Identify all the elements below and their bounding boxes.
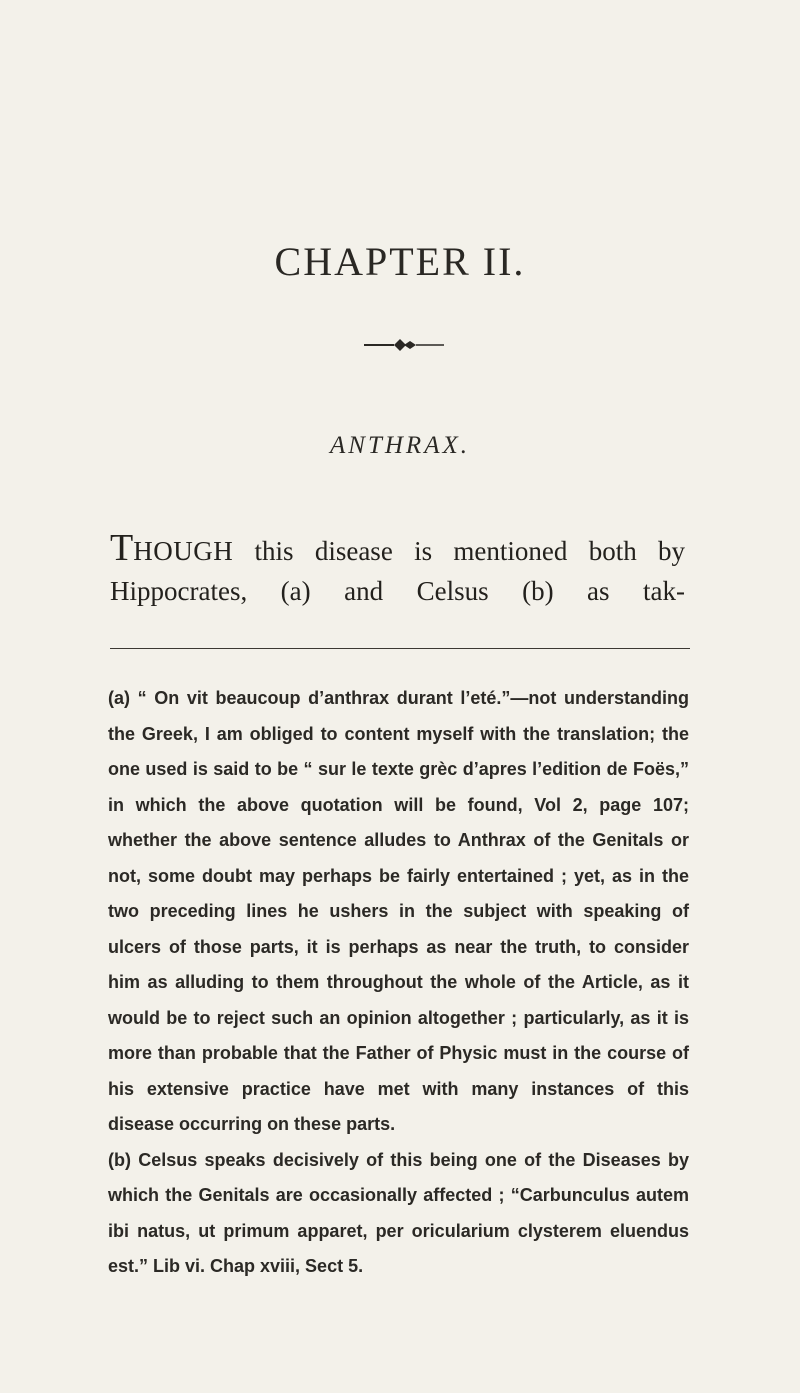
section-title: ANTHRAX. <box>330 432 470 459</box>
paragraph-text: this disease is mentioned both by Hippocrates, (a) and Celsus (b) as tak- <box>110 536 685 606</box>
small-caps-word: HOUGH <box>133 536 234 566</box>
chapter-heading: CHAPTER II. <box>274 239 526 284</box>
footnote-a: (a) “ On vit beaucoup d’anthrax durant l’eté.”—not understanding the Greek, I am obliged to content myself with the translation; the one used is said to be “ sur le texte grèc d’apres l’edition de Foës,” in which the above quotation will be found, Vol 2, page 107; whether the above sentence alludes to Anthrax of the Genitals or not, some doubt may perhaps be fairly entertained ; yet, as in the two preceding lines he ushers in the subject with speaking of ulcers of those parts, it is perhaps as near the truth, to consider him as alluding to them throughout the whole of the Article, as it would be to reject such an opinion altogether ; particularly, as it is more than probable that the Father of Physic must in the course of his extensive practice have met with many instances of this disease occurring on these parts. <box>108 688 689 1134</box>
body-paragraph <box>110 528 685 611</box>
footnotes <box>108 681 689 1285</box>
footnote-divider <box>110 648 690 649</box>
diamond-rule-ornament-icon <box>364 338 444 352</box>
drop-capital: T <box>110 527 134 569</box>
footnote-b: (b) Celsus speaks decisively of this being one of the Diseases by which the Genitals are occasionally affected ; “Carbunculus autem ibi natus, ut primum apparet, per oricularium clysterem eluendus est.” Lib vi. Chap xviii, Sect 5. <box>108 1149 689 1276</box>
